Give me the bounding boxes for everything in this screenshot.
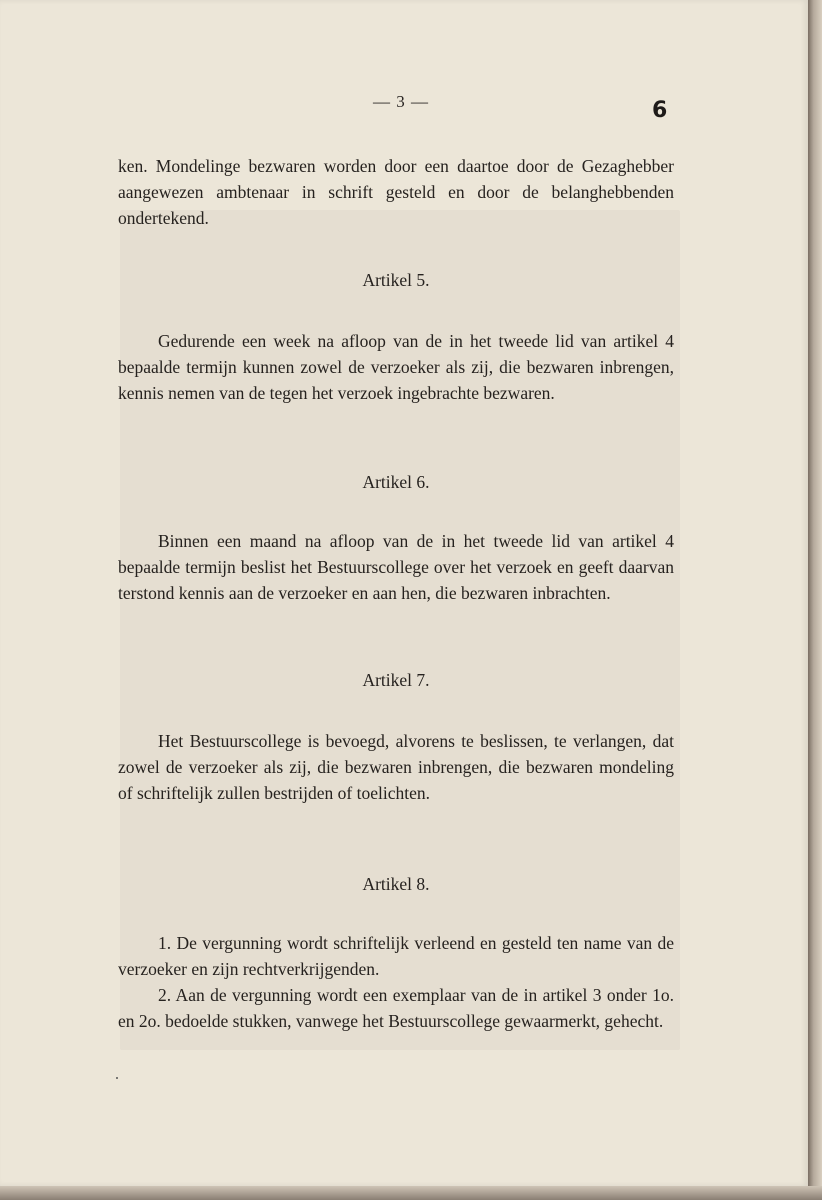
folio-number: 6 bbox=[652, 98, 668, 123]
article-5-body bbox=[118, 328, 674, 406]
article-6-heading: Artikel 6. bbox=[362, 472, 430, 492]
page-edge-bottom bbox=[0, 1186, 822, 1200]
article-6-text: Binnen een maand na afloop van de in het tweede lid van artikel 4 bepaalde termijn beslist het Bestuurscollege over het verzoek en geeft daarvan terstond kennis aan de verzoeker en aan hen, die bezwaren inbrachten. bbox=[118, 531, 674, 603]
intro-paragraph bbox=[118, 153, 674, 231]
intro-text: ken. Mondelinge bezwaren worden door een daartoe door de Gezaghebber aangewezen ambtenaar in schrift gesteld en door de belanghebbenden ondertekend. bbox=[118, 156, 674, 228]
page-edge-right bbox=[808, 0, 822, 1200]
page-number: — 3 — bbox=[373, 92, 429, 111]
article-8-heading: Artikel 8. bbox=[362, 874, 430, 894]
article-5-heading: Artikel 5. bbox=[362, 270, 430, 290]
article-7-body bbox=[118, 728, 674, 806]
article-7-text: Het Bestuurscollege is bevoegd, alvorens te beslissen, te verlangen, dat zowel de verzoeker als zij, die bezwaren inbrengen, die bezwaren mondeling of schriftelijk zullen bestrijden of toelichten. bbox=[118, 731, 674, 803]
article-6-body bbox=[118, 528, 674, 606]
stray-mark bbox=[116, 1077, 118, 1079]
article-8-paragraph-2: 2. Aan de vergunning wordt een exemplaar van de in artikel 3 onder 1o. en 2o. bedoelde stukken, vanwege het Bestuurscollege gewaarmerkt, gehecht. bbox=[118, 985, 674, 1031]
article-5-text: Gedurende een week na afloop van de in het tweede lid van artikel 4 bepaalde termijn kunnen zowel de verzoeker als zij, die bezwaren inbrengen, kennis nemen van de tegen het verzoek ingebrachte bezwaren. bbox=[118, 331, 674, 403]
article-7-heading: Artikel 7. bbox=[362, 670, 430, 690]
article-8-body bbox=[118, 930, 674, 1034]
article-8-paragraph-1: 1. De vergunning wordt schriftelijk verleend en gesteld ten name van de verzoeker en zijn rechtverkrijgenden. bbox=[118, 933, 674, 979]
